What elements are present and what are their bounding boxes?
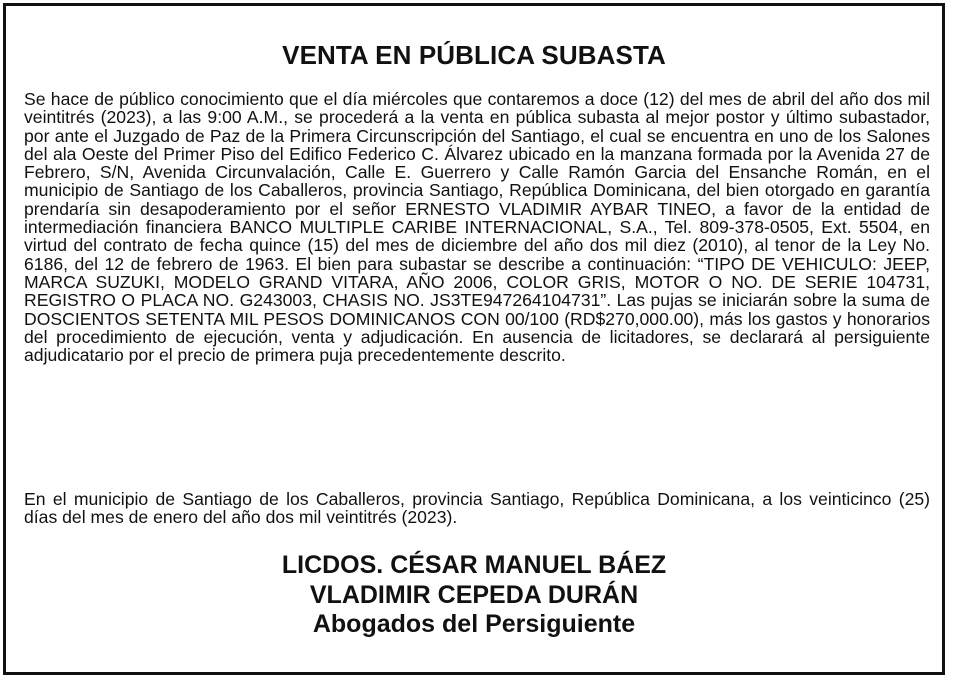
- notice-body-paragraph-1: Se hace de público conocimiento que el día miércoles que contaremos a doce (12) del mes de abril del año dos mil veintitrés (2023), a las 9:00 A.M., se procederá a la venta en pública subasta al mejor postor y último subastador, por ante el Juzgado de Paz de la Primera Circunscripción del Santiago, el cual se encuentra en uno de los Salones del ala Oeste del Primer Piso del Edifico Federico C. Álvarez ubicado en la manzana formada por la Avenida 27 de Febrero, S/N, Avenida Circunvalación, Calle E. Guerrero y Calle Ramón Garcia del Ensanche Román, en el municipio de Santiago de los Caballeros, provincia Santiago, República Dominicana, del bien otorgado en garantía prendaría sin desapoderamiento por el señor ERNESTO VLADIMIR AYBAR TINEO, a favor de la entidad de intermediación financiera BANCO MULTIPLE CARIBE INTERNACIONAL, S.A., Tel. 809-378-0505, Ext. 5504, en virtud del contrato de fecha quince (15) del mes de diciembre del año dos mil diez (2010), al tenor de la Ley No. 6186, del 12 de febrero de 1963. El bien para subastar se describe a continuación: “TIPO DE VEHICULO: JEEP, MARCA SUZUKI, MODELO GRAND VITARA, AÑO 2006, COLOR GRIS, MOTOR O NO. DE SERIE 104731, REGISTRO O PLACA NO. G243003, CHASIS NO. JS3TE947264104731”. Las pujas se iniciarán sobre la suma de DOSCIENTOS SETENTA MIL PESOS DOMINICANOS CON 00/100 (RD$270,000.00), más los gastos y honorarios del procedimiento de ejecución, venta y adjudicación. En ausencia de licitadores, se declarará al persiguiente adjudicatario por el precio de primera puja precedentemente descrito.: [24, 89, 930, 366]
- signature-line-3: Abogados del Persiguiente: [312, 610, 636, 638]
- signature-block: [6, 551, 942, 640]
- notice-body-paragraph-2: En el municipio de Santiago de los Caballeros, provincia Santiago, República Dominicana, a los veinticinco (25) días del mes de enero del año dos mil veintitrés (2023).: [24, 489, 930, 528]
- notice-title: VENTA EN PÚBLICA SUBASTA: [282, 40, 666, 70]
- legal-notice-frame: [3, 3, 945, 675]
- signature-line-1: LICDOS. CÉSAR MANUEL BÁEZ: [281, 551, 667, 579]
- signature-line-2: VLADIMIR CEPEDA DURÁN: [309, 580, 639, 609]
